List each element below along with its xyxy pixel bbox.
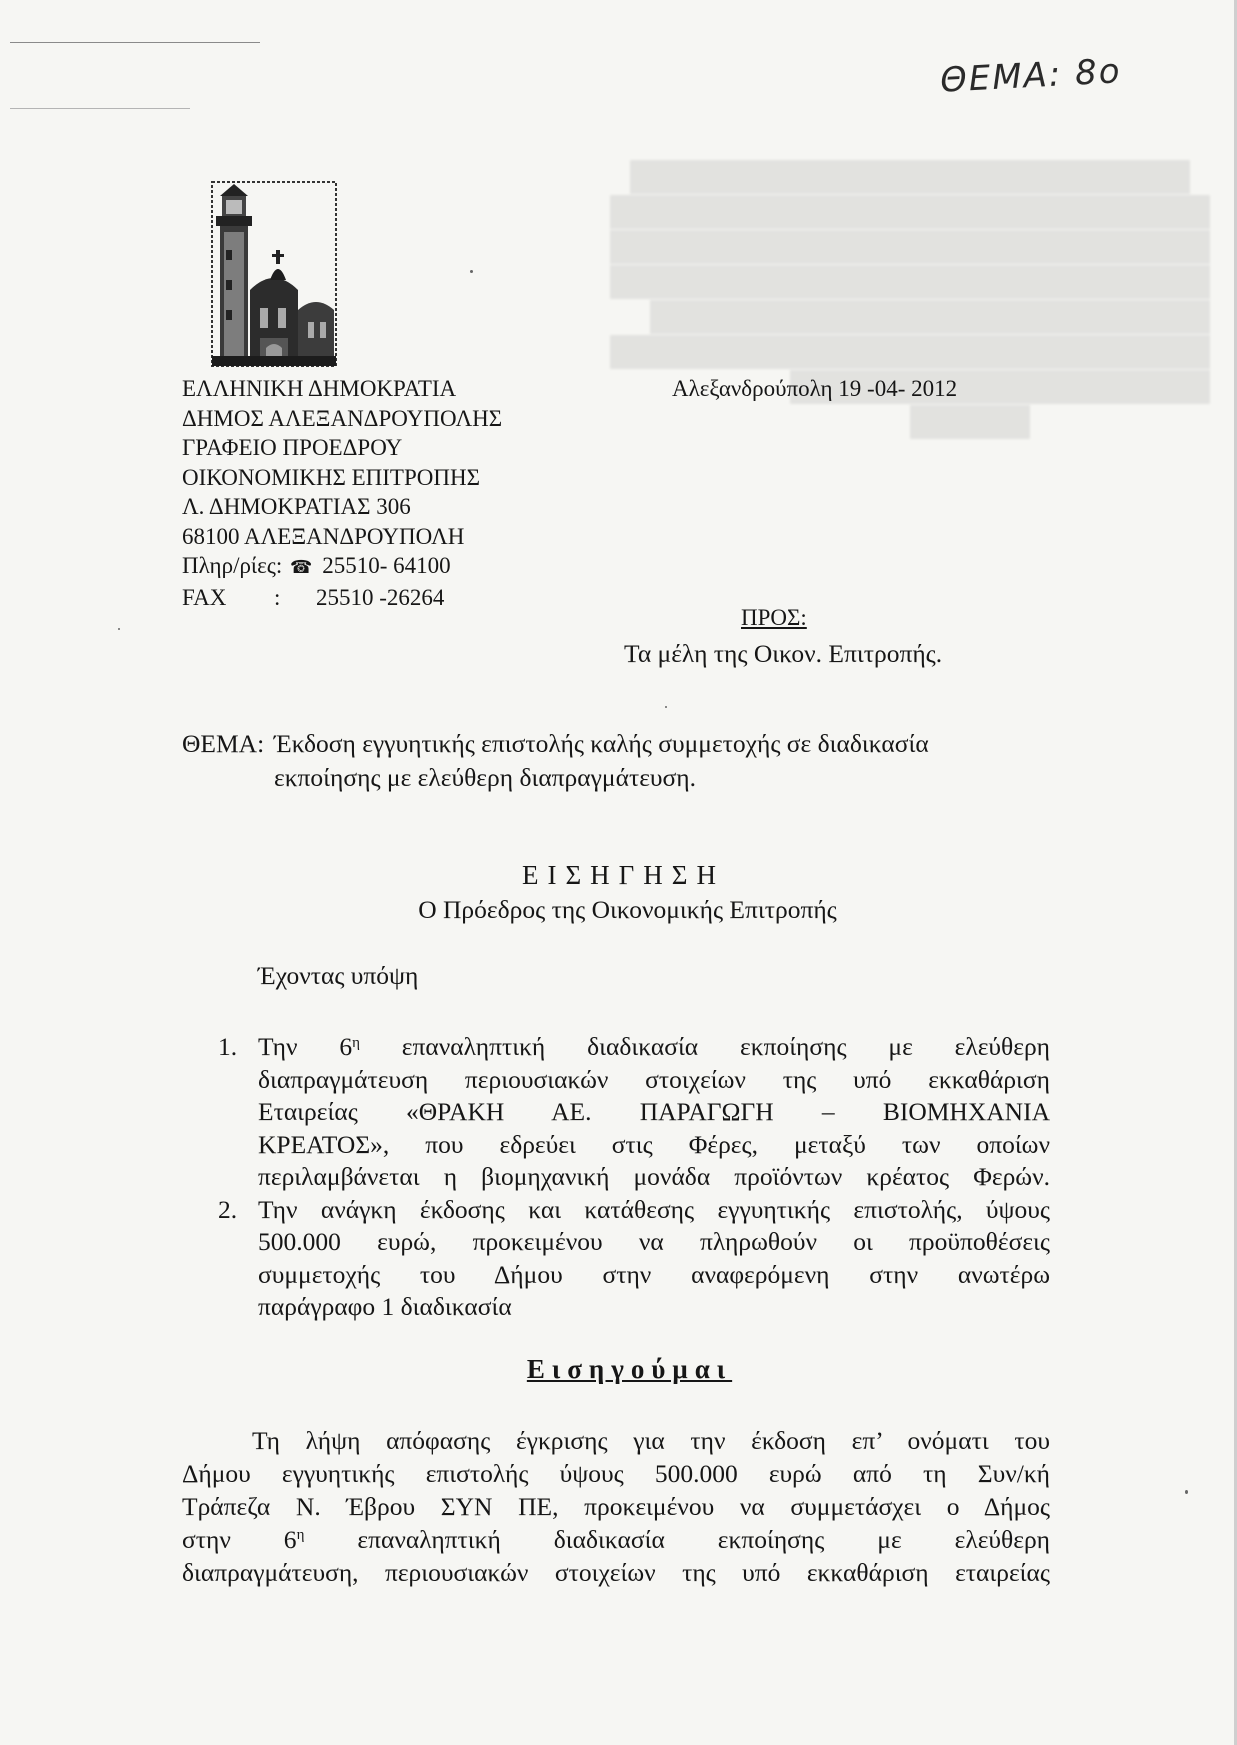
- header-line-street: Λ. ΔΗΜΟΚΡΑΤΙΑΣ 306: [182, 494, 411, 519]
- list-item-number: 1.: [218, 1032, 238, 1061]
- scan-artifact-line: [10, 42, 260, 43]
- header-line-committee: ΟΙΚΟΝΟΜΙΚΗΣ ΕΠΙΤΡΟΠΗΣ: [182, 464, 480, 490]
- list-item-line: 500.000 ευρώ, προκειμένου να πληρωθούν οι προϋποθέσεις: [258, 1227, 1050, 1256]
- proposal-heading: Εισηγούμαι: [526, 1354, 733, 1384]
- list-item-line: Την $6^\eta$ επαναληπτική διαδικασία εκποίησης με ελεύθερη: [258, 1032, 1051, 1061]
- telephone-icon: ☎: [290, 557, 313, 578]
- list-item-line: διαπραγμάτευση περιουσιακών στοιχείων της υπό εκκαθάριση: [258, 1064, 1050, 1094]
- list-item: [218, 1031, 1050, 1194]
- recipient-label: ΠΡΟΣ:: [741, 605, 807, 630]
- body-line: Δήμου εγγυητικής επιστολής ύψους 500.000 ευρώ από τη Συν/κή: [182, 1459, 1050, 1488]
- considerations-list: [218, 1031, 1050, 1324]
- body-line: διαπραγμάτευση, περιουσιακών στοιχείων της υπό εκκαθάριση εταιρείας: [182, 1558, 1050, 1587]
- list-item-line: περιλαμβάνεται η βιομηχανική μονάδα προϊόντων κρέατος Φερών.: [258, 1162, 1050, 1191]
- scan-artifact-line: [10, 108, 190, 109]
- scan-speck: [1185, 1490, 1188, 1494]
- phone-number: 25510- 64100: [322, 553, 451, 578]
- fax-row: [182, 583, 502, 613]
- list-item: [218, 1194, 1050, 1324]
- scan-speck: [118, 628, 120, 630]
- header-line-country: ΕΛΛΗΝΙΚΗ ΔΗΜΟΚΡΑΤΙΑ: [182, 376, 457, 401]
- recipient: Τα μέλη της Οικον. Επιτροπής.: [624, 639, 943, 668]
- fax-separator: :: [274, 584, 281, 610]
- list-item-line: συμμετοχής του Δήμου στην αναφερόμενη στην ανωτέρω: [258, 1259, 1050, 1289]
- body-line: Τη λήψη απόφασης έγκρισης για την έκδοση επ’ ονόματι του: [252, 1426, 1050, 1455]
- list-item-line: Την ανάγκη έκδοσης και κατάθεσης εγγυητικής επιστολής, ύψους: [258, 1194, 1050, 1224]
- subject-key: ΘΕΜΑ:: [182, 729, 265, 758]
- phone-row: [182, 551, 502, 583]
- municipality-logo: [210, 180, 338, 368]
- list-item-line: παράγραφο 1 διαδικασία: [258, 1292, 512, 1321]
- section-heading: ΕΙΣΗΓΗΣΗ: [521, 860, 726, 890]
- list-item-line: Εταιρείας «ΘΡΑΚΗ ΑΕ. ΠΑΡΑΓΩΓΗ – ΒΙΟΜΗΧΑΝΙΑ: [258, 1097, 1050, 1126]
- handwritten-note: ΘΕΜΑ: 8ο: [939, 51, 1123, 101]
- fax-number: 25510 -26264: [316, 584, 445, 610]
- body-line: στην $6^\eta$ επαναληπτική διαδικασία εκποίησης με ελεύθερη: [182, 1525, 1051, 1554]
- list-item-line: ΚΡΕΑΤΟΣ», που εδρεύει στις Φέρες, μεταξύ των οποίων: [258, 1129, 1050, 1159]
- scan-speck: [470, 270, 473, 273]
- phone-label: Πληρ/ρίες:: [182, 553, 283, 578]
- show-through-bleed: [610, 160, 1230, 460]
- header-line-city: 68100 ΑΛΕΞΑΝΔΡΟΥΠΟΛΗ: [182, 523, 465, 549]
- list-item-number: 2.: [218, 1194, 238, 1224]
- considering-label: Έχοντας υπόψη: [258, 961, 419, 990]
- sender-header: [182, 374, 502, 612]
- document-date: Αλεξανδρούπολη 19 -04- 2012: [672, 376, 958, 401]
- subject-line-1: Έκδοση εγγυητικής επιστολής καλής συμμετοχής σε διαδικασία: [274, 729, 929, 758]
- proposal-body: [182, 1424, 1050, 1589]
- fax-label: FAX: [182, 584, 227, 610]
- header-line-municipality: ΔΗΜΟΣ ΑΛΕΞΑΝΔΡΟΥΠΟΛΗΣ: [182, 405, 503, 431]
- body-line: Τράπεζα Ν. Έβρου ΣΥΝ ΠΕ, προκειμένου να συμμετάσχει ο Δήμος: [182, 1492, 1050, 1521]
- subject-line-2: εκποίησης με ελεύθερη διαπραγμάτευση.: [274, 763, 696, 792]
- header-line-office: ΓΡΑΦΕΙΟ ΠΡΟΕΔΡΟΥ: [182, 435, 403, 460]
- scan-speck: [665, 706, 667, 708]
- signatory-title: Ο Πρόεδρος της Οικονομικής Επιτροπής: [418, 895, 837, 924]
